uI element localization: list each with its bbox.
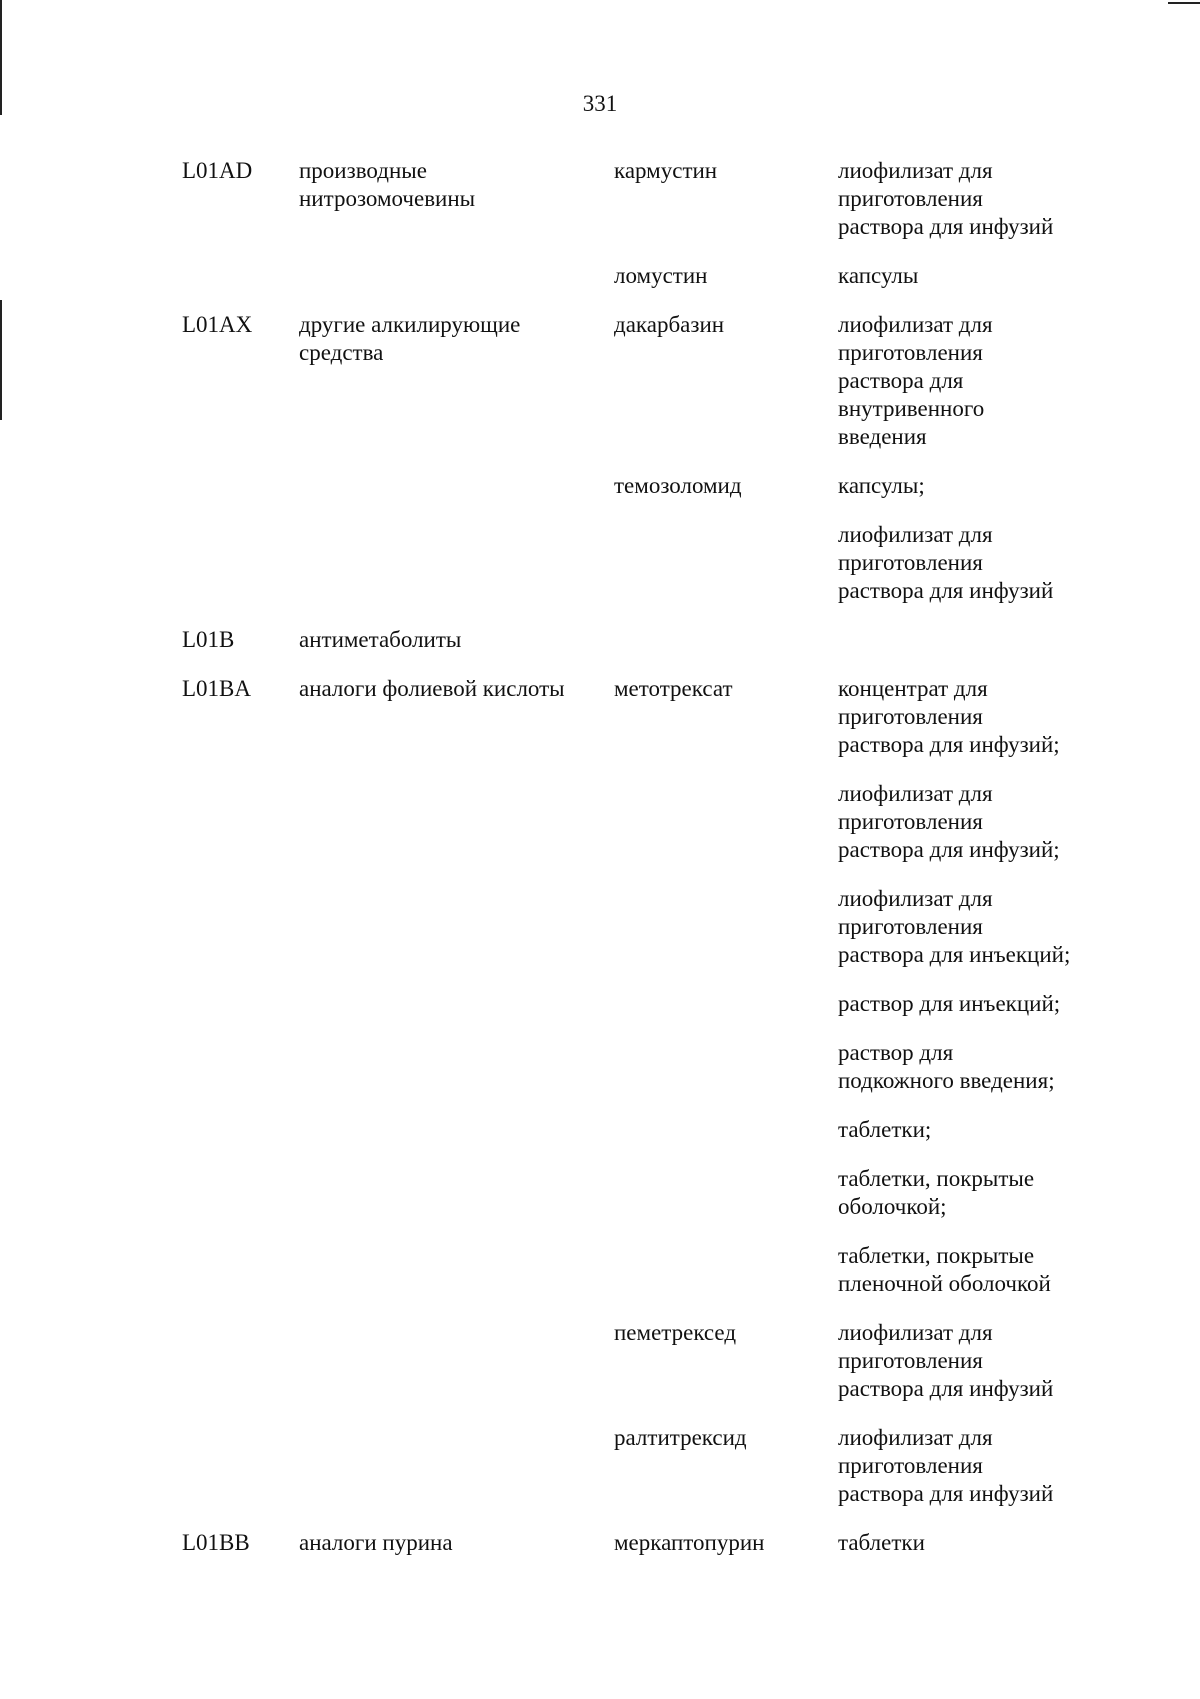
group-name-cell xyxy=(299,780,614,885)
dosage-form-cell: лиофилизат для приготовления раствора для инфузий xyxy=(838,1425,1054,1506)
atc-code-cell xyxy=(182,262,299,311)
dosage-form-cell: таблетки, покрытые оболочкой; xyxy=(838,1166,1035,1219)
group-name-cell: другие алкилирующие средства xyxy=(299,312,521,365)
atc-code-cell xyxy=(182,885,299,990)
page-number: 331 xyxy=(582,91,618,116)
scan-edge-line xyxy=(0,300,2,420)
atc-code-cell xyxy=(182,1116,299,1165)
dosage-form-cell: лиофилизат для приготовления раствора для внутривенного введения xyxy=(838,312,993,449)
atc-code-cell xyxy=(182,1242,299,1319)
drug-name-cell: кармустин xyxy=(614,158,718,183)
atc-code-cell xyxy=(182,1039,299,1116)
drug-name-cell: темозоломид xyxy=(614,473,742,498)
group-name-cell xyxy=(299,472,614,521)
medication-table xyxy=(182,157,1128,1578)
group-name-cell xyxy=(299,1319,614,1424)
table-row xyxy=(182,311,1128,472)
drug-name-cell xyxy=(614,1242,838,1319)
atc-code-cell xyxy=(182,472,299,521)
drug-name-cell: ралтитрексид xyxy=(614,1425,747,1450)
table-row xyxy=(182,1039,1128,1116)
atc-code-cell xyxy=(182,990,299,1039)
group-name-cell: производные нитрозомочевины xyxy=(299,158,476,211)
atc-code-cell xyxy=(182,1424,299,1529)
table-row xyxy=(182,626,1128,675)
drug-name-cell: пеметрексед xyxy=(614,1320,737,1345)
atc-code-cell: L01AX xyxy=(182,312,253,337)
dosage-form-cell: концентрат для приготовления раствора для инфузий; xyxy=(838,676,1060,757)
atc-code-cell: L01BB xyxy=(182,1530,250,1555)
dosage-form-cell: лиофилизат для приготовления раствора для инфузий xyxy=(838,522,1054,603)
group-name-cell xyxy=(299,1424,614,1529)
table-row xyxy=(182,1165,1128,1242)
dosage-form-cell: таблетки, покрытые пленочной оболочкой xyxy=(838,1243,1051,1296)
table-row xyxy=(182,885,1128,990)
dosage-form-cell: лиофилизат для приготовления раствора для инфузий; xyxy=(838,781,1060,862)
drug-name-cell: меркаптопурин xyxy=(614,1530,765,1555)
dosage-form-cell: таблетки; xyxy=(838,1117,932,1142)
atc-code-cell: L01AD xyxy=(182,158,253,183)
dosage-form-cell: раствор для подкожного введения; xyxy=(838,1040,1055,1093)
table-row xyxy=(182,1319,1128,1424)
scan-edge-line xyxy=(1168,2,1200,4)
drug-name-cell xyxy=(614,521,838,626)
table-row xyxy=(182,780,1128,885)
drug-name-cell: метотрексат xyxy=(614,676,733,701)
dosage-form-cell: лиофилизат для приготовления раствора для инфузий xyxy=(838,158,1054,239)
group-name-cell: аналоги фолиевой кислоты xyxy=(299,676,565,701)
group-name-cell: аналоги пурина xyxy=(299,1530,453,1555)
table-row xyxy=(182,157,1128,262)
atc-code-cell xyxy=(182,1319,299,1424)
table-row xyxy=(182,1424,1128,1529)
table-row xyxy=(182,990,1128,1039)
group-name-cell xyxy=(299,1116,614,1165)
table-row xyxy=(182,1116,1128,1165)
drug-name-cell: дакарбазин xyxy=(614,312,725,337)
drug-name-cell xyxy=(614,626,838,675)
group-name-cell xyxy=(299,262,614,311)
group-name-cell xyxy=(299,1165,614,1242)
dosage-form-cell: капсулы; xyxy=(838,473,925,498)
atc-code-cell xyxy=(182,780,299,885)
drug-name-cell xyxy=(614,885,838,990)
drug-name-cell xyxy=(614,1039,838,1116)
group-name-cell: антиметаболиты xyxy=(299,627,462,652)
drug-name-cell: ломустин xyxy=(614,263,708,288)
table-row xyxy=(182,521,1128,626)
dosage-form-cell xyxy=(838,626,1128,675)
table-row xyxy=(182,262,1128,311)
dosage-form-cell: раствор для инъекций; xyxy=(838,991,1061,1016)
table-row xyxy=(182,472,1128,521)
drug-name-cell xyxy=(614,1116,838,1165)
atc-code-cell xyxy=(182,1165,299,1242)
drug-name-cell xyxy=(614,990,838,1039)
dosage-form-cell: капсулы xyxy=(838,263,919,288)
atc-code-cell: L01B xyxy=(182,627,235,652)
dosage-form-cell: лиофилизат для приготовления раствора для инъекций; xyxy=(838,886,1071,967)
dosage-form-cell: лиофилизат для приготовления раствора для инфузий xyxy=(838,1320,1054,1401)
drug-name-cell xyxy=(614,780,838,885)
group-name-cell xyxy=(299,1242,614,1319)
atc-code-cell: L01BA xyxy=(182,676,251,701)
drug-name-cell xyxy=(614,1165,838,1242)
table-row xyxy=(182,675,1128,780)
dosage-form-cell: таблетки xyxy=(838,1530,925,1555)
group-name-cell xyxy=(299,521,614,626)
group-name-cell xyxy=(299,990,614,1039)
atc-code-cell xyxy=(182,521,299,626)
group-name-cell xyxy=(299,885,614,990)
group-name-cell xyxy=(299,1039,614,1116)
table-row xyxy=(182,1242,1128,1319)
table-row xyxy=(182,1529,1128,1578)
